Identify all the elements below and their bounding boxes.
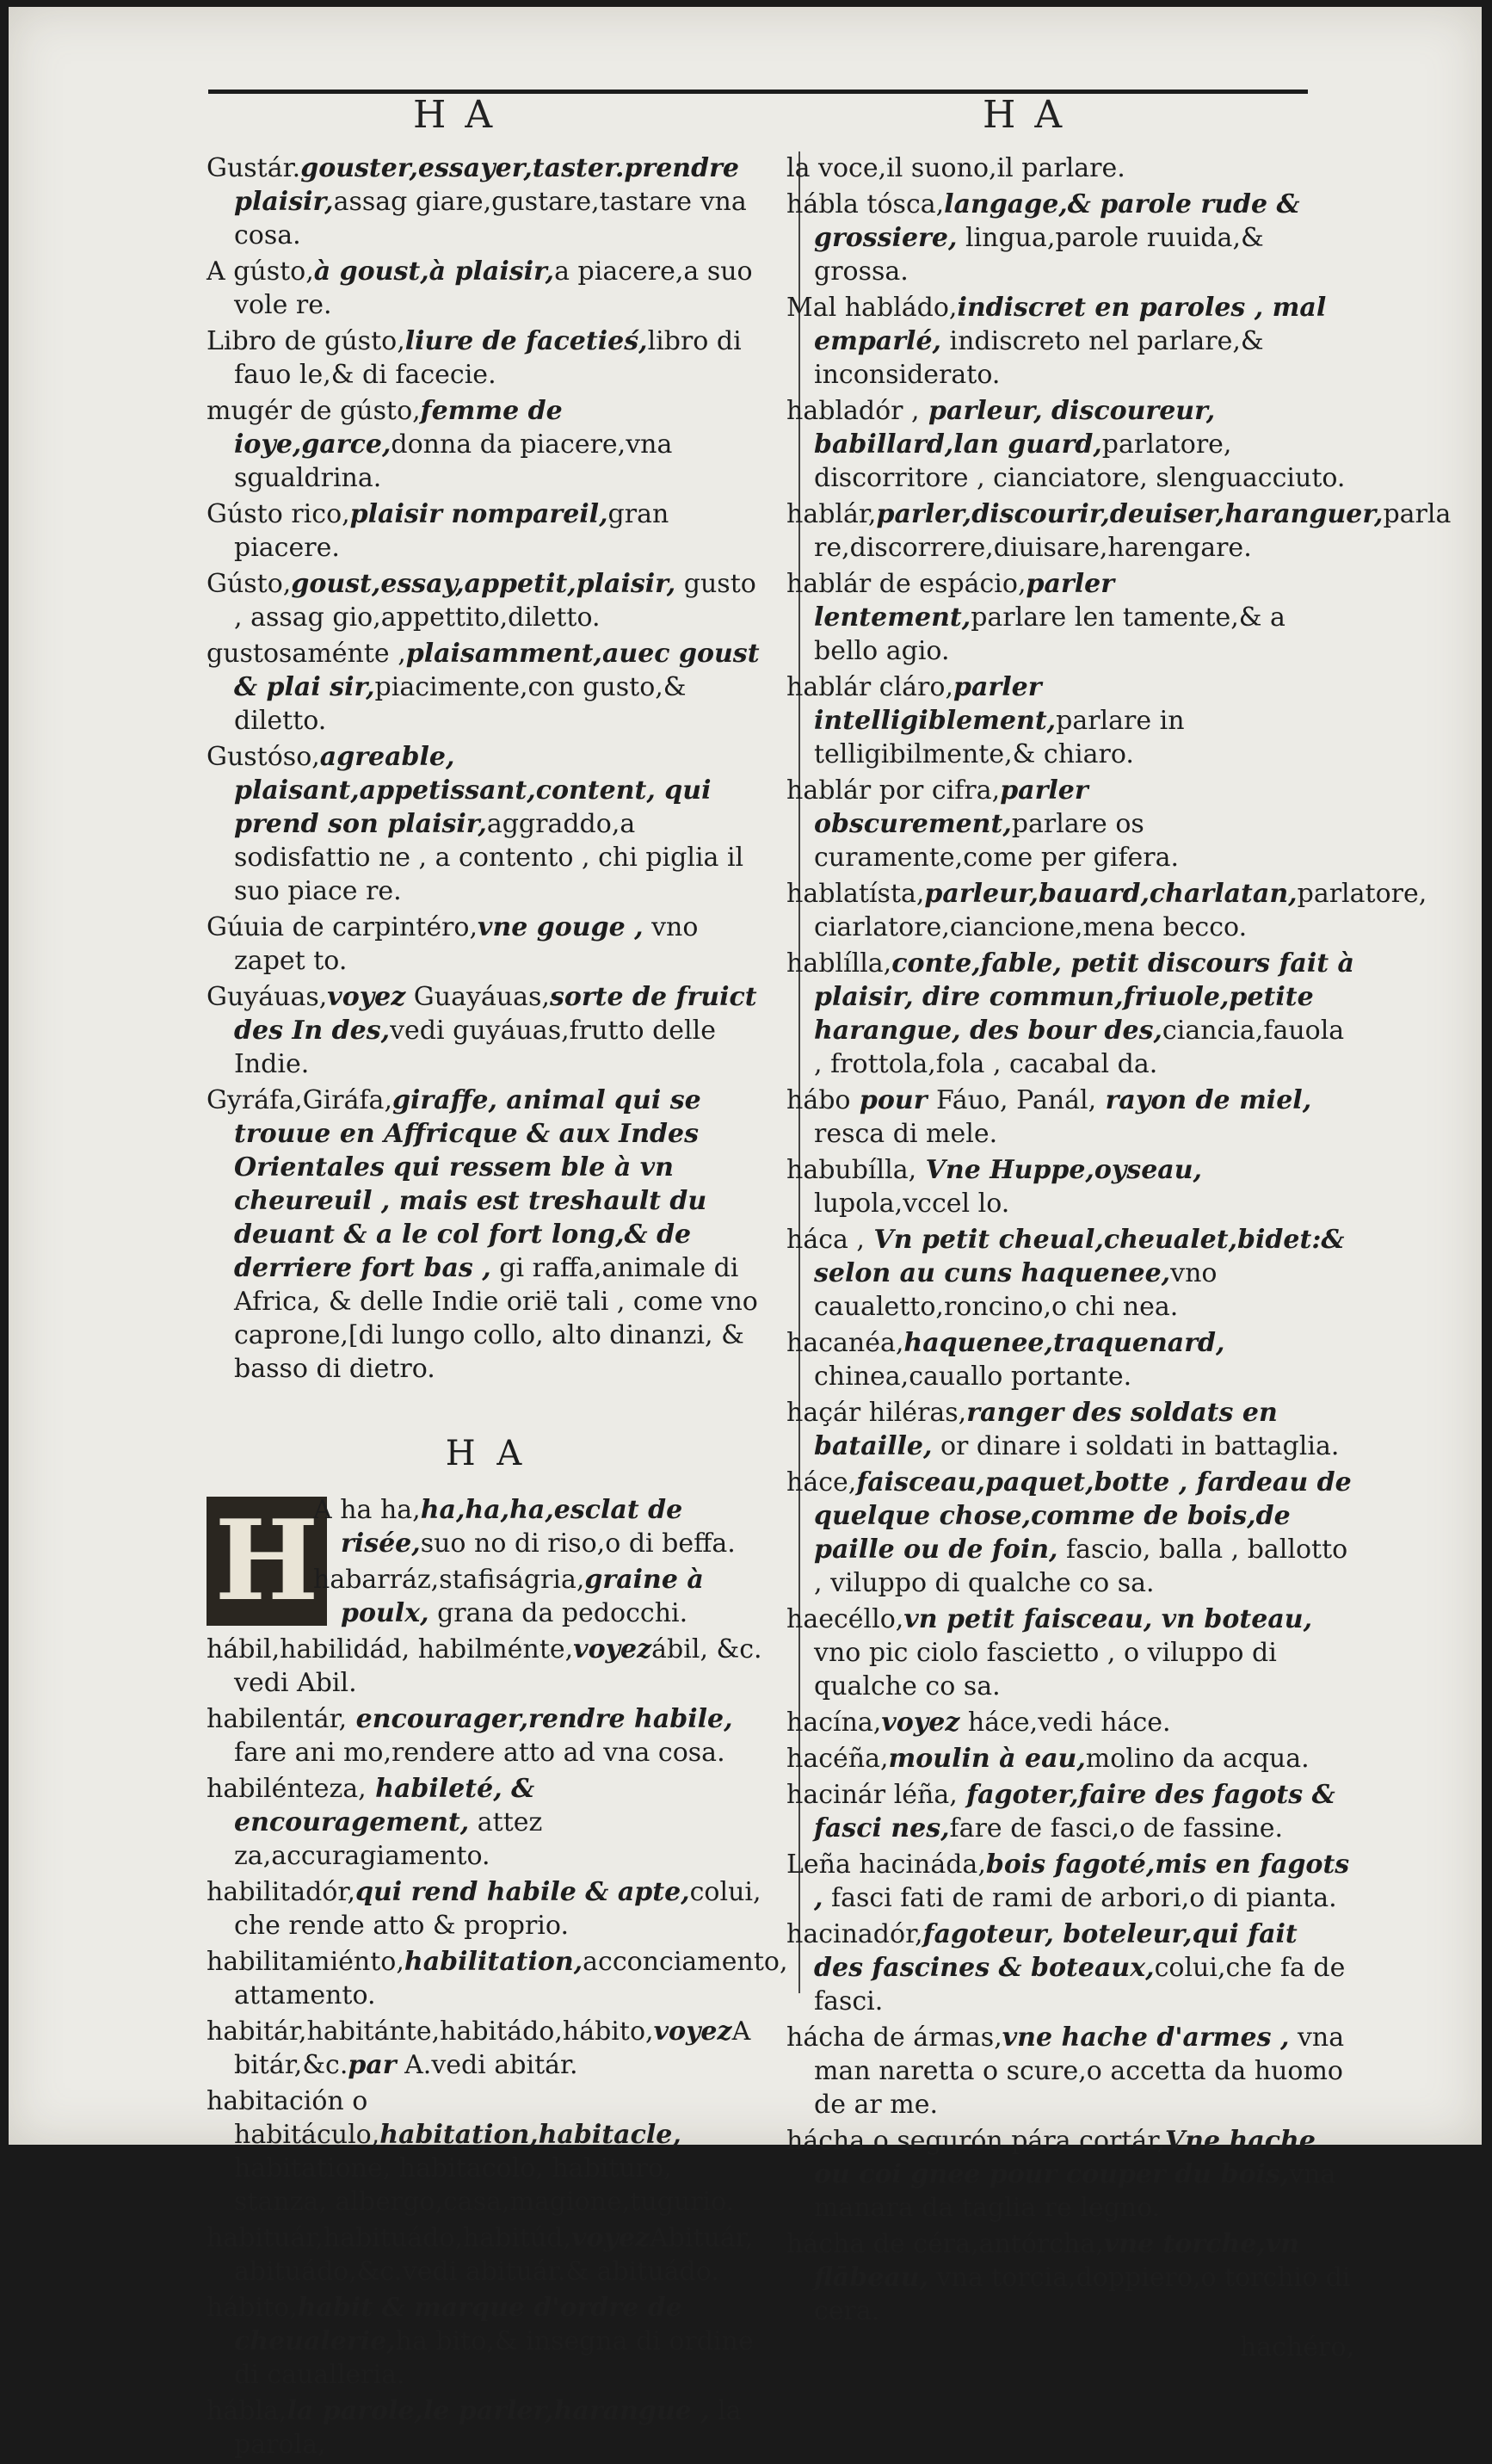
french-gloss: sorte de fruict des In des, [234,982,757,1046]
entry-text: habituár,habituádo,habitúd, [207,2223,572,2253]
french-gloss: Vn petit cheual,cheualet,bidet:& selon au cuns haquenee, [814,1225,1345,1288]
french-gloss: agreable, plaisant,appetissant,content, qui prend son plaisir, [234,742,712,839]
french-gloss: parler,discourir,deuiser,haranguer, [876,499,1384,529]
entry-text: Gustár. [207,153,301,183]
dictionary-entry [786,2021,1354,2121]
entry-text: habitatione, habitacolo, habituro, stanza, albergo,casa,magione,tugurio. [234,2153,735,2217]
entry-text: resca di mele. [814,1119,998,1149]
french-gloss: ha,ha,ha,esclat de risée, [341,1495,683,1559]
french-gloss: qui rend habile & apte, [355,1877,690,1907]
entry-text: Libro de gústo, [207,326,405,356]
dictionary-entry [207,980,766,1081]
french-gloss: rayon de miel, [1096,1085,1312,1115]
entry-text: donna da piacere,vna sgualdrina. [234,429,673,493]
french-gloss: plaisamment,auec goust & plai sir, [234,639,760,702]
entry-text: fare de fasci,o de fassine. [949,1813,1284,1843]
entry-text: assag giare,gustare,tastare vna cosa. [234,187,747,250]
entry-text: Gyráfa,Giráfa, [207,1085,392,1115]
french-gloss: pour [850,1085,936,1115]
entry-text: aggraddo,a sodisfattio ne , a contento , chi piglia il suo piace re. [234,809,744,906]
dictionary-entry [786,2124,1354,2225]
french-gloss: voyez [571,2223,650,2253]
dictionary-entry [786,151,1354,185]
entry-text: vna manara da taglia re legno. [814,2159,1336,2223]
running-head-left: H A [413,93,496,137]
entry-text: libro di fauo le,& di facecie. [234,326,742,390]
dictionary-entry [207,497,766,565]
entry-text: lingua,parole ruuida,& grossa. [814,223,1264,287]
entry-text: haçár hiléras, [786,1398,967,1428]
entry-text: hábla, [207,2396,287,2426]
entry-text: hablár cláro, [786,672,953,702]
entry-text: a piacere,a suo vole re. [234,256,753,320]
french-gloss: faisceau,paquet,botte , fardeau de quelque chose,comme de bois,de paille ou de foin, [814,1467,1352,1565]
entry-text: hablatísta, [786,879,925,909]
french-gloss: plaisir nompareil, [349,499,608,529]
dropcap-initial: H [207,1497,327,1626]
left-entries [207,151,766,1386]
running-head-right: H A [983,93,1066,137]
entry-text: hablílla, [786,948,892,979]
entry-text: Leña hacináda, [786,1850,986,1880]
entry-text: parlatore, discorritore , cianciatore, slenguacciuto. [814,429,1346,493]
section-title: H A [445,1434,527,1473]
french-gloss: indiscret en paroles , mal emparlé, [814,293,1327,356]
entry-text: fare ani mo,rendere atto ad vna cosa. [234,1738,725,1768]
entry-text: hábito, [207,2293,298,2323]
french-gloss: voyez [327,982,406,1012]
dictionary-entry [786,1778,1354,1845]
entry-text: mugér de gústo, [207,396,421,426]
ha-entries [207,1493,788,2461]
french-gloss: vne gouge , [478,912,644,942]
entry-text: vno pic ciolo fascietto , o viluppo di qualche co sa. [814,1638,1277,1701]
french-gloss: vn petit faisceau, vn boteau, [903,1604,1313,1634]
header-rule [208,90,1308,94]
french-gloss: goust,essay,appetit,plaisir, [291,569,676,599]
entry-text: fasci fati de rami de arbori,o di pianta. [823,1883,1337,1913]
dictionary-entry [786,2227,1354,2328]
entry-text: Abituár, abituádo,&c.vedi abituár.& abituádo. [234,2223,754,2287]
entry-text: ha bito,& insegna di ordine di caualleria. [234,2326,754,2390]
entry-text: indiscreto nel parlare,& inconsiderato. [814,326,1264,390]
dictionary-entry [207,2015,766,2082]
dictionary-entry [207,2084,766,2219]
entry-text: gran piacere. [234,499,669,563]
entry-text: vno zapet to. [234,912,699,976]
french-gloss: Vne hache ou coi gnee pour couper du bois, [814,2126,1316,2189]
entry-text: habilentár, [207,1704,348,1734]
entry-text: habarráz,stafiságria, [313,1565,585,1595]
french-gloss: à goust,à plaisir, [313,256,555,287]
french-gloss: parler lentement, [814,569,1115,633]
entry-text: hácha o segurón pára cortár, [786,2126,1165,2156]
french-gloss: encourager,rendre habile, [347,1704,733,1734]
entry-text: hacanéa, [786,1328,904,1358]
entry-text: hábla tósca, [786,189,945,219]
entry-text: parlatore, ciarlatore,ciancione,mena becco. [814,879,1427,942]
left-column [207,151,788,2464]
entry-text: Gúuia de carpintéro, [207,912,478,942]
entry-text: vno caualetto,roncino,o chi nea. [814,1258,1218,1322]
entry-text: gustosaménte , [207,639,406,669]
entry-text: parlare in telligibilmente,& chiaro. [814,706,1185,769]
dictionary-entry [207,1945,788,2012]
catchword: hachéro, [1239,2332,1354,2362]
entry-text: hablár por cifra, [786,775,1001,806]
entry-text: colui, che rende atto & proprio. [234,1877,761,1941]
entry-text: A gústo, [207,256,314,287]
dictionary-entry [786,1706,1354,1739]
entry-text: hacinár léña, [786,1780,958,1810]
entry-text: ábil, &c. vedi Abil. [234,1634,762,1698]
french-gloss: habilitation, [404,1947,583,1977]
entry-text: habitár,habitánte,habitádo,hábito, [207,2016,654,2047]
entry-text: hablár de espácio, [786,569,1027,599]
french-gloss: vne torche,vn flābeau, [814,2229,1300,2293]
french-gloss: langage,& parole rude & grossiere, [814,189,1300,253]
french-gloss: vne hache d'armes , [1002,2022,1290,2053]
entry-text: hacinadór, [786,1919,923,1949]
entry-text: A.vedi abitár. [396,2050,578,2080]
dictionary-entry [207,255,766,322]
french-gloss: voyez [881,1708,960,1738]
french-gloss: haquenee,traquenard, [903,1328,1225,1358]
dictionary-entry [786,1396,1354,1463]
french-gloss: habileté, & encouragement, [234,1774,535,1837]
entry-text: la voce,il suono,il parlare. [786,153,1125,183]
french-gloss: bois fagoté,mis en fagots , [814,1850,1350,1913]
entry-text: háce, [786,1467,857,1498]
entry-text: grana da pedocchi. [428,1598,688,1628]
entry-text: hacína, [786,1708,882,1738]
dictionary-entry [207,637,766,738]
french-gloss: graine à poulx, [341,1565,704,1628]
right-column [786,151,1452,2364]
entry-text: colui,che fa de fasci. [814,1953,1346,2016]
dictionary-entry [786,1084,1354,1151]
dictionary-entry [786,877,1427,944]
entry-text: Gustóso, [207,742,320,772]
entry-text: Gústo rico, [207,499,350,529]
dictionary-entry [786,1223,1354,1324]
entry-text: hábil,habilidád, habilménte, [207,1634,574,1664]
french-gloss: giraffe, animal qui se trouue en Affricque & aux Indes Orientales qui ressem ble à vn cheureuil , mais est treshault du deuant & a le col fort long,& de derriere fort bas , [234,1085,707,1283]
entry-text: habilitamiénto, [207,1947,404,1977]
entry-text: habilitadór, [207,1877,355,1907]
dictionary-entry [207,1772,766,1873]
entry-text: habitación o habitáculo, [207,2086,380,2150]
entry-text: Mal habládo, [786,293,958,323]
entry-text: haecéllo, [786,1604,904,1634]
entry-text: A bitár,&c. [234,2016,751,2080]
dictionary-entry [786,947,1354,1081]
entry-text: Guayáuas, [405,982,550,1012]
dictionary-entry [207,2394,766,2461]
dictionary-entry [786,1466,1354,1600]
french-gloss: Vne Huppe,oyseau, [916,1155,1202,1185]
dictionary-entry [786,188,1354,288]
entry-text: vedi guyáuas,frutto delle Indie. [234,1016,717,1079]
entry-text: hacéña, [786,1744,889,1774]
entry-text: parla re,discorrere,diuisare,harengare. [814,499,1452,563]
entry-text: háce,vedi háce. [959,1708,1171,1738]
entry-text: fascio, balla , ballotto , viluppo di qualche co sa. [814,1535,1348,1598]
entry-text: habilénteza, [207,1774,367,1804]
entry-text: or dinare i soldati in battaglia. [932,1431,1340,1461]
entry-text: A ha ha, [313,1495,421,1525]
dictionary-entry [786,291,1354,392]
french-gloss: gouster,essayer,taster.prendre plaisir, [234,153,739,217]
dictionary-entry [207,151,766,252]
french-gloss: conte,fable, petit discours fait à plaisir, dire commun,friuole,petite harangue, des bour des, [814,948,1354,1046]
entry-text: vna man naretta o scure,o accetta da huomo de ar me. [814,2022,1345,2120]
dictionary-entry [207,1875,766,1942]
dictionary-entry [786,1848,1354,1915]
entry-text: ciancia,fauola , frottola,fola , cacabal da. [814,1016,1345,1079]
entry-text: chinea,cauallo portante. [814,1362,1132,1392]
entry-text: attez za,accuragiamento. [234,1807,543,1871]
entry-text: parlare os curamente,come per gifera. [814,809,1180,873]
dictionary-entry [786,497,1452,565]
french-gloss: ranger des soldats en bataille, [814,1398,1278,1461]
entry-text: acconciamento, attamento. [234,1947,788,2010]
entry-text: hablár, [786,499,877,529]
dictionary-entry [207,911,766,978]
entry-text: háca , [786,1225,865,1255]
french-gloss: par [348,2050,397,2080]
french-gloss: parler intelligiblement, [814,672,1057,736]
french-gloss: liure de facetieś, [404,326,648,356]
dictionary-entry [786,1742,1354,1775]
french-gloss: parler obscurement, [814,775,1088,839]
entry-text: suo no di riso,o di beffa. [420,1528,736,1559]
entry-text: lupola,vccel lo. [814,1189,1010,1219]
entry-text: Gústo, [207,569,292,599]
dictionary-entry [786,1603,1354,1703]
dictionary-entry [786,670,1354,771]
entry-text: gusto , assag gio,appettito,diletto. [234,569,756,633]
entry-text: vna torcia,doppiero,o torchio di cera. [814,2263,1351,2326]
french-gloss: fagoteur, boteleur,qui fait des fascines & boteaux, [814,1919,1298,1983]
entry-text: habladór , [786,396,920,426]
dictionary-entry [786,1917,1354,2018]
french-gloss: parleur,bauard,charlatan, [924,879,1298,909]
entry-text: piacimente,con gusto,& diletto. [234,672,687,736]
french-gloss: fagoter,faire des fagots & fasci nes, [814,1780,1335,1843]
dictionary-entry [207,1084,766,1386]
french-gloss: habitation,habitacle, [379,2120,681,2150]
entry-text: hácha de ármas, [786,2022,1002,2053]
entry-text: Guyáuas, [207,982,328,1012]
dictionary-entry [207,394,766,495]
french-gloss: moulin à eau, [888,1744,1086,1774]
french-gloss: parleur, discoureur, babillard,lan guard, [814,396,1216,460]
french-gloss: voyez [573,1634,652,1664]
dictionary-entry [207,2291,766,2392]
entry-text: parlare len tamente,& a bello agio. [814,602,1285,666]
entry-text: molino da acqua. [1085,1744,1310,1774]
dictionary-entry [207,1702,766,1769]
dictionary-entry [207,567,766,634]
entry-text: hácha de céra,antórcha, [786,2229,1104,2259]
dictionary-entry [207,324,766,392]
entry-text: Fáuo, Panál, [935,1085,1097,1115]
entry-text: habubílla, [786,1155,917,1185]
french-gloss: habit & marque d'ordre de cheualerie, [234,2293,682,2356]
entry-text: la parola, [234,2396,742,2460]
french-gloss: femme de ioye,garce, [234,396,563,460]
ha-section [207,1493,788,2461]
dictionary-entry [786,567,1354,668]
right-entries [786,151,1452,2328]
dictionary-entry [207,740,766,908]
dictionary-entry [207,1633,766,1700]
dictionary-entry [786,1326,1354,1393]
dictionary-page [9,7,1482,2460]
dictionary-entry [786,394,1354,495]
french-gloss: voyez [653,2016,732,2047]
dictionary-entry [207,2221,766,2288]
french-gloss: la parole,le parler,harangue , [287,2396,710,2426]
entry-text: hábo [786,1085,851,1115]
entry-text: gi raffa,animale di Africa, & delle Indie orië tali , come vno caprone,[di lungo collo, alto dinanzi, & basso di dietro. [234,1253,758,1384]
dictionary-entry [786,774,1354,874]
dictionary-entry [786,1153,1354,1220]
